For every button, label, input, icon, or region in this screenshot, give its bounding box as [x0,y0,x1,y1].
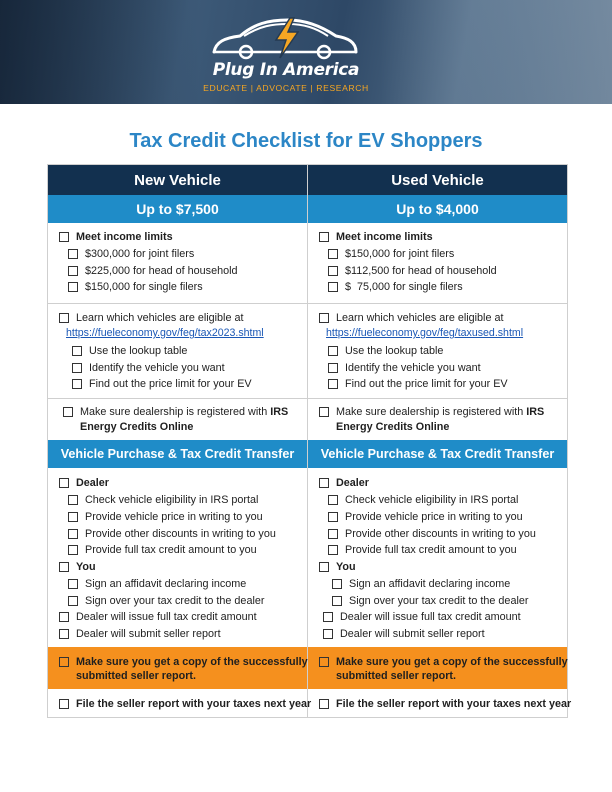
checkbox[interactable] [68,512,78,522]
checklist-table [47,164,572,718]
car-bolt-logo-icon [210,14,360,60]
seller-report-item[interactable]: Dealer will submit seller report [323,626,485,641]
checkbox[interactable] [59,612,69,622]
brand-name: Plug In America [212,60,360,80]
income-limits-item[interactable]: Meet income limits [319,229,433,244]
income-item[interactable]: $150,000 for joint filers [328,246,454,261]
checkbox[interactable] [68,282,78,292]
divider [48,303,307,304]
checkbox[interactable] [59,657,69,667]
checkbox[interactable] [328,379,338,389]
you-group-item[interactable]: You [319,559,356,574]
dealer-item[interactable]: Check vehicle eligibility in IRS portal [328,492,518,507]
checkbox[interactable] [328,529,338,539]
checkbox[interactable] [328,282,338,292]
column-header: Used Vehicle [308,165,567,195]
income-limits-item[interactable]: Meet income limits [59,229,173,244]
section-header: Vehicle Purchase & Tax Credit Transfer [48,440,307,468]
you-item[interactable]: Sign over your tax credit to the dealer [68,593,264,608]
used-vehicle-column [308,165,572,717]
income-item[interactable]: $225,000 for head of household [68,263,238,278]
checkbox[interactable] [63,407,73,417]
checkbox[interactable] [328,512,338,522]
brand-tagline: EDUCATE | ADVOCATE | RESEARCH [203,83,369,93]
dealer-item[interactable]: Provide full tax credit amount to you [68,542,257,557]
you-item[interactable]: Sign an affidavit declaring income [68,576,246,591]
eligibility-link[interactable]: https://fueleconomy.gov/feg/taxused.shtml [326,327,524,339]
checkbox[interactable] [59,478,69,488]
issue-credit-item[interactable]: Dealer will issue full tax credit amount [59,609,257,624]
dealer-registered-line2: Energy Credits Online [336,421,450,433]
checkbox[interactable] [328,495,338,505]
checkbox[interactable] [68,596,78,606]
income-item[interactable]: $300,000 for joint filers [68,246,194,261]
learn-item[interactable]: Use the lookup table [328,343,443,358]
checkbox[interactable] [319,313,329,323]
income-item[interactable]: $112,500 for head of household [328,263,497,278]
issue-credit-item[interactable]: Dealer will issue full tax credit amount [323,609,521,624]
dealer-registered-line2: Energy Credits Online [80,421,194,433]
seller-report-item[interactable]: Dealer will submit seller report [59,626,221,641]
checkbox[interactable] [323,629,333,639]
checkbox[interactable] [59,699,69,709]
checkbox[interactable] [68,495,78,505]
banner-shade [0,0,200,104]
copy-report-item[interactable]: Make sure you get a copy of the successfully [59,654,308,669]
dealer-group-item[interactable]: Dealer [59,475,109,490]
banner-glow [380,0,612,104]
learn-item[interactable]: Identify the vehicle you want [328,360,481,375]
checkbox[interactable] [72,379,82,389]
copy-report-item[interactable]: Make sure you get a copy of the successfully [319,654,568,669]
checkbox[interactable] [68,249,78,259]
header-banner [0,0,612,104]
dealer-group-item[interactable]: Dealer [319,475,369,490]
checkbox[interactable] [59,313,69,323]
eligibility-link[interactable]: https://fueleconomy.gov/feg/tax2023.shtml [66,327,264,339]
checkbox[interactable] [323,612,333,622]
you-item[interactable]: Sign an affidavit declaring income [332,576,510,591]
dealer-registered-item[interactable]: Make sure dealership is registered with IRS [63,404,288,419]
page-title: Tax Credit Checklist for EV Shoppers [129,130,483,152]
checkbox[interactable] [319,478,329,488]
section-header: Vehicle Purchase & Tax Credit Transfer [308,440,567,468]
checkbox[interactable] [68,579,78,589]
divider [308,398,567,399]
checkbox[interactable] [328,266,338,276]
checkbox[interactable] [328,249,338,259]
checkbox[interactable] [332,579,342,589]
dealer-item[interactable]: Provide vehicle price in writing to you [68,509,263,524]
checkbox[interactable] [68,545,78,555]
credit-amount: Up to $4,000 [308,195,567,223]
learn-item[interactable]: Find out the price limit for your EV [328,376,508,391]
dealer-item[interactable]: Provide vehicle price in writing to you [328,509,523,524]
checkbox[interactable] [319,657,329,667]
checkbox[interactable] [68,266,78,276]
checkbox[interactable] [319,562,329,572]
file-report-item[interactable]: File the seller report with your taxes next year [319,696,571,711]
checkbox[interactable] [319,232,329,242]
checkbox[interactable] [72,346,82,356]
copy-report-line2: submitted seller report. [76,670,196,682]
dealer-item[interactable]: Provide other discounts in writing to you [328,526,536,541]
checkbox[interactable] [332,596,342,606]
column-header: New Vehicle [48,165,307,195]
divider [308,303,567,304]
dealer-item[interactable]: Provide other discounts in writing to you [68,526,276,541]
dealer-registered-item[interactable]: Make sure dealership is registered with IRS [319,404,544,419]
you-item[interactable]: Sign over your tax credit to the dealer [332,593,528,608]
you-group-item[interactable]: You [59,559,96,574]
learn-item[interactable]: Identify the vehicle you want [72,360,225,375]
income-item[interactable]: $150,000 for single filers [68,279,203,294]
checkbox[interactable] [59,562,69,572]
checkbox[interactable] [59,232,69,242]
checkbox[interactable] [328,545,338,555]
checkbox[interactable] [319,699,329,709]
dealer-item[interactable]: Provide full tax credit amount to you [328,542,517,557]
checkbox[interactable] [328,363,338,373]
checkbox[interactable] [68,529,78,539]
checkbox[interactable] [328,346,338,356]
new-vehicle-column [48,165,312,717]
checkbox[interactable] [59,629,69,639]
dealer-item[interactable]: Check vehicle eligibility in IRS portal [68,492,258,507]
learn-item[interactable]: Use the lookup table [72,343,187,358]
credit-amount: Up to $7,500 [48,195,307,223]
file-report-item[interactable]: File the seller report with your taxes next year [59,696,311,711]
checkbox[interactable] [319,407,329,417]
income-item[interactable]: $ 75,000 for single filers [328,279,463,294]
copy-report-line2: submitted seller report. [336,670,456,682]
divider [48,398,307,399]
learn-eligible-item[interactable]: Learn which vehicles are eligible at [319,310,503,325]
checkbox[interactable] [72,363,82,373]
learn-item[interactable]: Find out the price limit for your EV [72,376,252,391]
learn-eligible-item[interactable]: Learn which vehicles are eligible at [59,310,243,325]
